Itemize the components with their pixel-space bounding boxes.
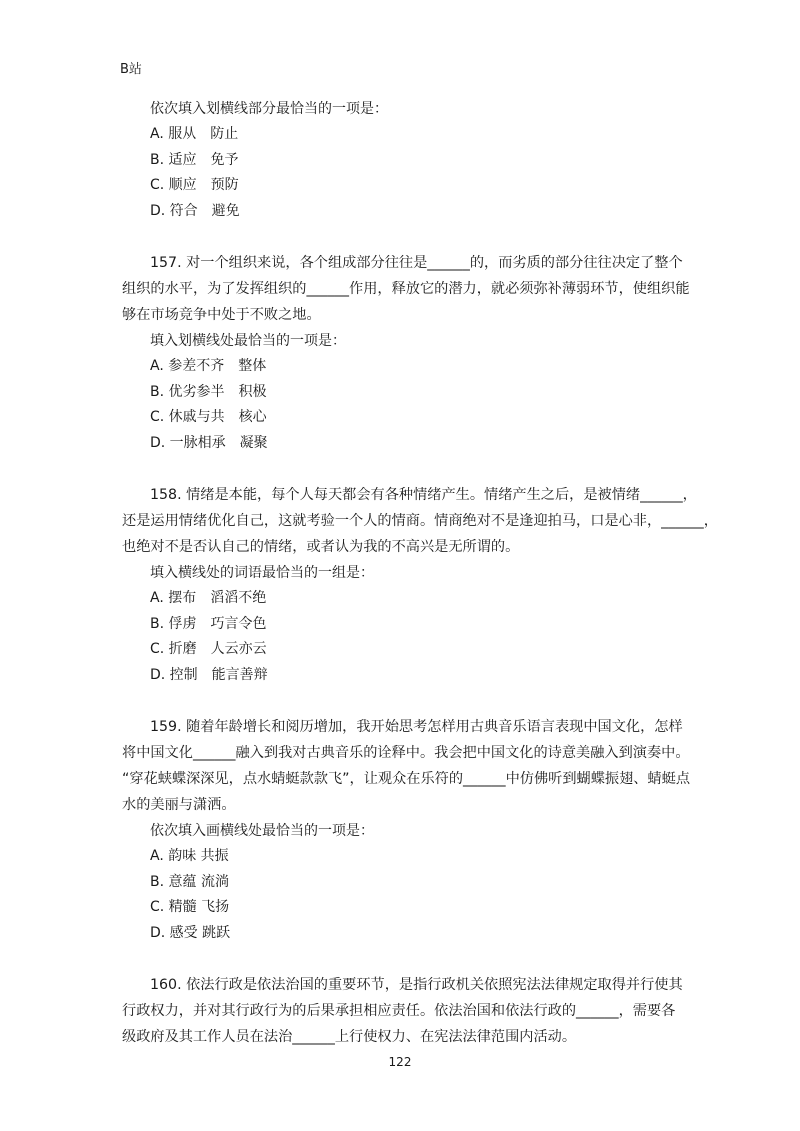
option-b: B. 意蕴 流淌 [150,873,229,890]
question-stem-line: 也绝对不是否认自己的情绪，或者认为我的不高兴是无所谓的。 [122,539,520,555]
question-prompt: 依次填入划横线部分最恰当的一项是： [150,101,388,117]
question-157 [122,250,690,456]
question-stem-line: 组织的水平，为了发挥组织的______作用，释放它的潜力，就必须弥补薄弱环节，使组织能 [122,281,690,297]
option-b: B. 适应 免予 [150,151,239,168]
question-stem-line: 行政权力，并对其行政行为的后果承担相应责任。依法治国和依法行政的______，需要各 [122,1003,676,1019]
option-a: A. 摆布 滔滔不绝 [150,590,267,606]
option-a: A. 韵味 共振 [150,848,229,864]
option-a: A. 参差不齐 整体 [150,358,267,374]
option-b: B. 俘虏 巧言令色 [150,615,267,632]
question-continuation [150,96,690,224]
question-158 [122,482,718,688]
question-stem-line: 159. 随着年龄增长和阅历增加，我开始思考怎样用古典音乐语言表现中国文化，怎样 [150,719,683,735]
page-number: 122 [388,1055,412,1069]
option-c: C. 折磨 人云亦云 [150,641,267,657]
option-a: A. 服从 防止 [150,126,239,142]
option-d: D. 符合 避免 [150,202,240,219]
question-stem-line: 将中国文化______融入到我对古典音乐的诠释中。我会把中国文化的诗意美融入到演奏中。 [122,745,690,761]
option-c: C. 顺应 预防 [150,177,239,193]
question-prompt: 填入横线处的词语最恰当的一组是： [150,565,374,581]
question-stem-line: 160. 依法行政是依法治国的重要环节，是指行政机关依照宪法法律规定取得并行使其 [150,977,683,993]
question-stem-line: 够在市场竞争中处于不败之地。 [122,307,321,323]
page-content [122,96,718,1050]
question-160 [122,972,690,1050]
option-c: C. 精髓 飞扬 [150,899,230,915]
option-d: D. 感受 跳跃 [150,924,231,941]
question-stem-line: 157. 对一个组织来说，各个组成部分往往是______的，而劣质的部分往往决定了整个 [150,255,683,271]
option-c: C. 休戚与共 核心 [150,409,267,425]
question-159 [122,714,691,946]
option-d: D. 一脉相承 凝聚 [150,434,268,451]
option-b: B. 优劣参半 积极 [150,383,267,400]
question-stem-line: “穿花蛱蝶深深见，点水蜻蜓款款飞”，让观众在乐符的______中仿佛听到蝴蝶振翅、蜻蜓点 [122,771,691,787]
question-stem-line: 级政府及其工作人员在法治______上行使权力、在宪法法律范围内活动。 [122,1029,577,1045]
question-stem-line: 还是运用情绪优化自己，这就考验一个人的情商。情商绝对不是逢迎拍马，口是心非，______， [122,513,718,529]
question-stem-line: 158. 情绪是本能，每个人每天都会有各种情绪产生。情绪产生之后，是被情绪______， [150,487,697,503]
option-d: D. 控制 能言善辩 [150,666,268,683]
question-stem-line: 水的美丽与潇洒。 [122,797,236,813]
question-prompt: 依次填入画横线处最恰当的一项是： [150,823,374,839]
question-prompt: 填入划横线处最恰当的一项是： [150,333,346,349]
header-label: B站 [120,62,142,77]
